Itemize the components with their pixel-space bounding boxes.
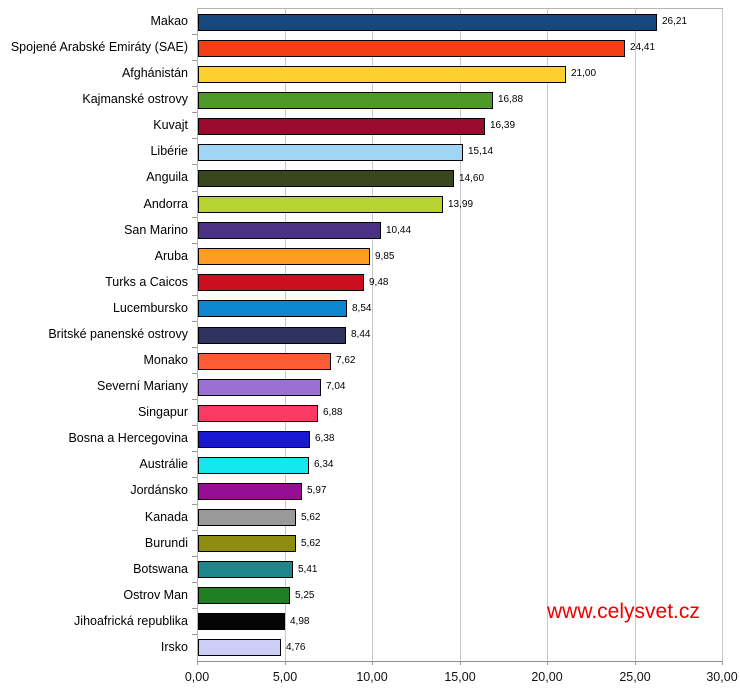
bar-irsko [198,639,281,656]
category-label: Severní Mariany [96,379,188,393]
bar-jord-nsko [198,483,302,500]
category-tick [192,451,197,452]
bar-austr-lie [198,457,309,474]
category-tick [192,504,197,505]
bar-value-label: 5,97 [307,485,327,496]
bar-kanada [198,509,296,526]
category-label: Makao [150,14,188,28]
bar-monako [198,353,331,370]
value-axis-tick [372,661,373,665]
category-label: Jordánsko [130,483,188,497]
bar-turks-a-caicos [198,274,364,291]
category-tick [192,582,197,583]
category-label: San Marino [124,223,188,237]
category-tick [192,530,197,531]
bar-makao [198,14,657,31]
bar-value-label: 7,62 [336,355,356,366]
category-label: Bosna a Hercegovina [68,431,188,445]
category-label: Ostrov Man [123,588,188,602]
bar-value-label: 6,34 [314,459,334,470]
category-tick [192,347,197,348]
bar-value-label: 6,38 [315,433,335,444]
bar-ostrov-man [198,587,290,604]
gridline-30 [722,9,723,661]
bar-value-label: 16,88 [498,94,524,105]
plot-area [197,8,723,662]
bar-value-label: 26,21 [662,16,688,27]
value-axis-tick [635,661,636,665]
value-axis-tick [547,661,548,665]
value-axis-label: 15,00 [444,670,476,684]
bar-value-label: 7,04 [326,381,346,392]
bar-value-label: 4,98 [290,616,310,627]
bar-jihoafrick-republika [198,613,285,630]
value-axis-label: 30,00 [706,670,738,684]
bar-kuvajt [198,118,485,135]
category-tick [192,477,197,478]
category-tick [192,608,197,609]
bar-value-label: 9,48 [369,277,389,288]
category-label: Lucembursko [112,301,188,315]
category-tick [192,34,197,35]
category-label: Turks a Caicos [105,275,188,289]
category-label: Anguila [146,170,188,184]
category-tick [192,425,197,426]
category-tick [192,321,197,322]
value-axis-tick [460,661,461,665]
category-label: Aruba [154,249,188,263]
category-tick [192,112,197,113]
bar-botswana [198,561,293,578]
category-tick [192,191,197,192]
bar-value-label: 5,62 [301,512,321,523]
category-tick [192,269,197,270]
bar-anguila [198,170,454,187]
category-tick [192,243,197,244]
bar-value-label: 10,44 [386,225,412,236]
category-label: Kajmanské ostrovy [82,92,188,106]
category-label: Andorra [143,197,188,211]
bar-value-label: 24,41 [630,42,656,53]
bar-afgh-nist-n [198,66,566,83]
category-tick [192,373,197,374]
bar-lib-rie [198,144,463,161]
category-label: Burundi [144,536,188,550]
bar-value-label: 16,39 [490,120,516,131]
category-tick [192,217,197,218]
category-label: Afghánistán [121,66,188,80]
value-axis-tick [722,661,723,665]
category-label: Kanada [144,510,188,524]
category-tick [192,556,197,557]
category-label: Botswana [133,562,188,576]
category-label: Spojené Arabské Emiráty (SAE) [10,40,188,54]
bar-bosna-a-hercegovina [198,431,310,448]
bar-value-label: 8,54 [352,303,372,314]
bar-value-label: 5,25 [295,590,315,601]
category-label: Monako [143,353,188,367]
value-axis-tick [197,661,198,665]
category-label: Austrálie [139,457,188,471]
value-axis-label: 20,00 [531,670,563,684]
gridline-20 [547,9,548,661]
bar-value-label: 15,14 [468,146,494,157]
bar-spojen-arabsk-emir-ty-sae- [198,40,625,57]
category-label: Irsko [160,640,188,654]
category-tick [192,295,197,296]
category-tick [192,164,197,165]
bar-kajmansk-ostrovy [198,92,493,109]
value-axis-label: 10,00 [356,670,388,684]
category-label: Jihoafrická republika [74,614,188,628]
category-tick [192,634,197,635]
bar-value-label: 5,62 [301,538,321,549]
value-axis-tick [285,661,286,665]
bar-value-label: 6,88 [323,407,343,418]
bar-value-label: 9,85 [375,251,395,262]
category-tick [192,399,197,400]
category-label: Singapur [137,405,188,419]
bar-value-label: 5,41 [298,564,318,575]
bar-value-label: 13,99 [448,199,474,210]
bar-lucembursko [198,300,347,317]
bar-value-label: 8,44 [351,329,371,340]
bar-aruba [198,248,370,265]
category-tick [192,86,197,87]
bar-burundi [198,535,296,552]
category-label: Libérie [150,144,188,158]
bar-severn-mariany [198,379,321,396]
bar-value-label: 21,00 [571,68,597,79]
watermark-text: www.celysvet.cz [547,600,700,623]
bar-san-marino [198,222,381,239]
category-label: Kuvajt [153,118,188,132]
value-axis-label: 25,00 [619,670,651,684]
gridline-25 [635,9,636,661]
bar-singapur [198,405,318,422]
category-label: Britské panenské ostrovy [48,327,188,341]
value-axis-label: 0,00 [184,670,210,684]
bar-andorra [198,196,443,213]
bar-britsk-panensk-ostrovy [198,327,346,344]
category-tick [192,138,197,139]
bar-value-label: 14,60 [459,173,485,184]
category-tick [192,60,197,61]
value-axis-label: 5,00 [272,670,298,684]
bar-value-label: 4,76 [286,642,306,653]
